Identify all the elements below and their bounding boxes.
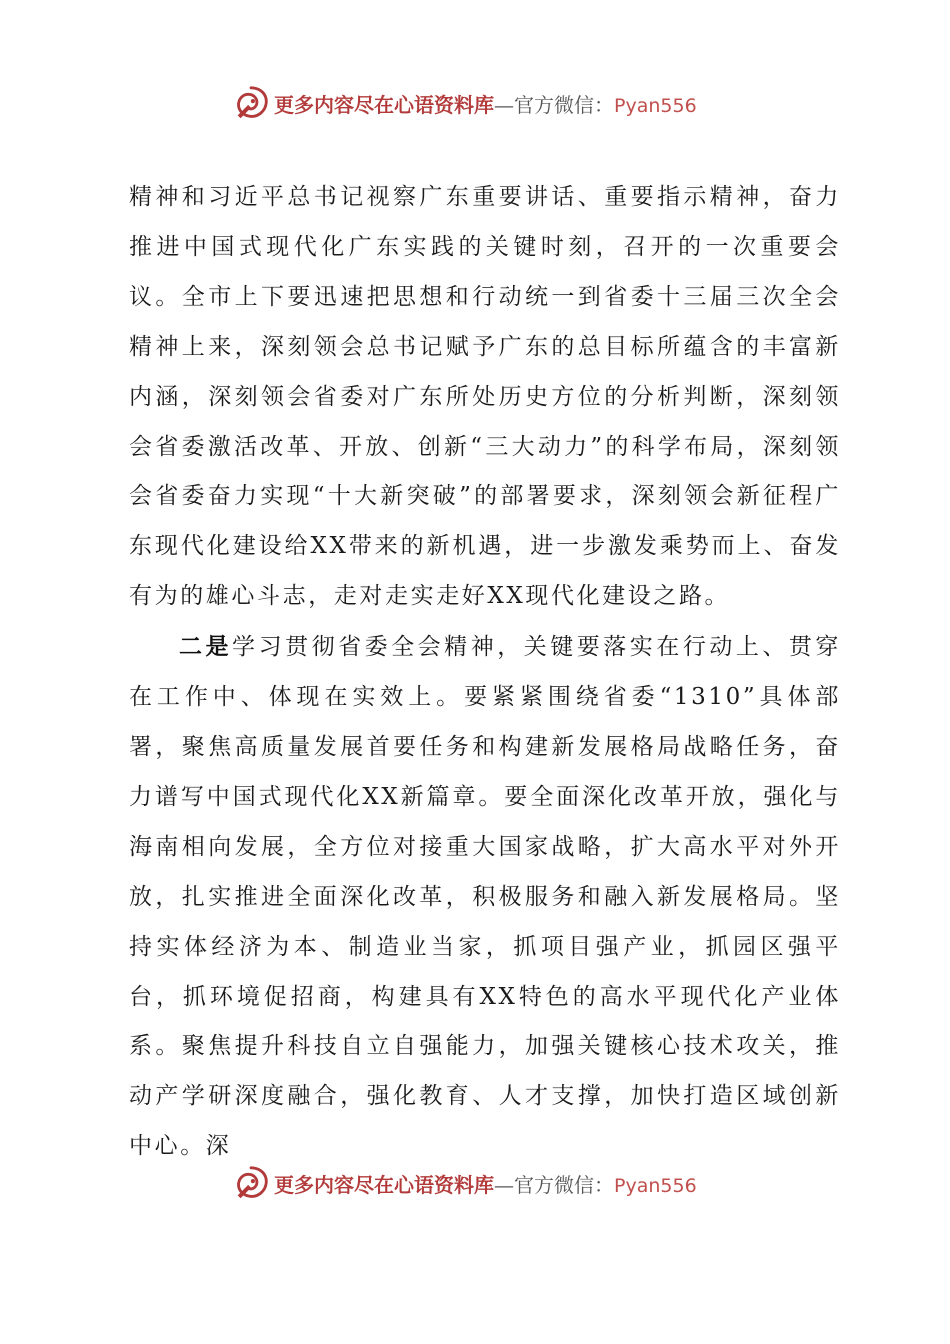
- paragraph-1: 精神和习近平总书记视察广东重要讲话、重要指示精神，奋力推进中国式现代化广东实践的关键时刻，召开的一次重要会议。全市上下要迅速把思想和行动统一到省委十三届三次全会精神上来，深刻领会总书记赋予广东的总目标所蕴含的丰富新内涵，深刻领会省委对广东所处历史方位的分析判断，深刻领会省委激活改革、开放、创新“三大动力”的科学布局，深刻领会省委奋力实现“十大新突破”的部署要求，深刻领会新征程广东现代化建设给XX带来的新机遇，进一步激发乘势而上、奋发有为的雄心斗志，走对走实走好XX现代化建设之路。: [129, 184, 841, 610]
- paragraph-2: [129, 622, 841, 1172]
- header-banner-text: [274, 89, 697, 118]
- header-dash: —: [494, 92, 514, 117]
- header-banner: [232, 83, 752, 123]
- footer-wechat-id: Pyan556: [614, 1174, 697, 1197]
- footer-dash: —: [494, 1172, 514, 1197]
- footer-banner-text: [274, 1169, 697, 1198]
- swirl-pen-logo-icon: [232, 84, 270, 122]
- swirl-pen-logo-icon: [232, 1164, 270, 1202]
- header-site-name: 更多内容尽在心语资料库: [274, 92, 494, 117]
- document-body: [129, 173, 841, 1172]
- footer-wechat-label: 官方微信：: [514, 1172, 614, 1197]
- paragraph-2-text: 学习贯彻省委全会精神，关键要落实在行动上、贯穿在工作中、体现在实效上。要紧紧围绕省委“1310”具体部署，聚焦高质量发展首要任务和构建新发展格局战略任务，奋力谱写中国式现代化XX新篇章。要全面深化改革开放，强化与海南相向发展，全方位对接重大国家战略，扩大高水平对外开放，扎实推进全面深化改革，积极服务和融入新发展格局。坚持实体经济为本、制造业当家，抓项目强产业，抓园区强平台，抓环境促招商，构建具有XX特色的高水平现代化产业体系。聚焦提升科技自立自强能力，加强关键核心技术攻关，推动产学研深度融合，强化教育、人才支撑，加快打造区域创新中心。深: [129, 634, 841, 1160]
- footer-banner: [232, 1163, 752, 1203]
- footer-site-name: 更多内容尽在心语资料库: [274, 1172, 494, 1197]
- paragraph-2-lead: 二是: [179, 633, 233, 661]
- header-wechat-id: Pyan556: [614, 94, 697, 117]
- header-wechat-label: 官方微信：: [514, 92, 614, 117]
